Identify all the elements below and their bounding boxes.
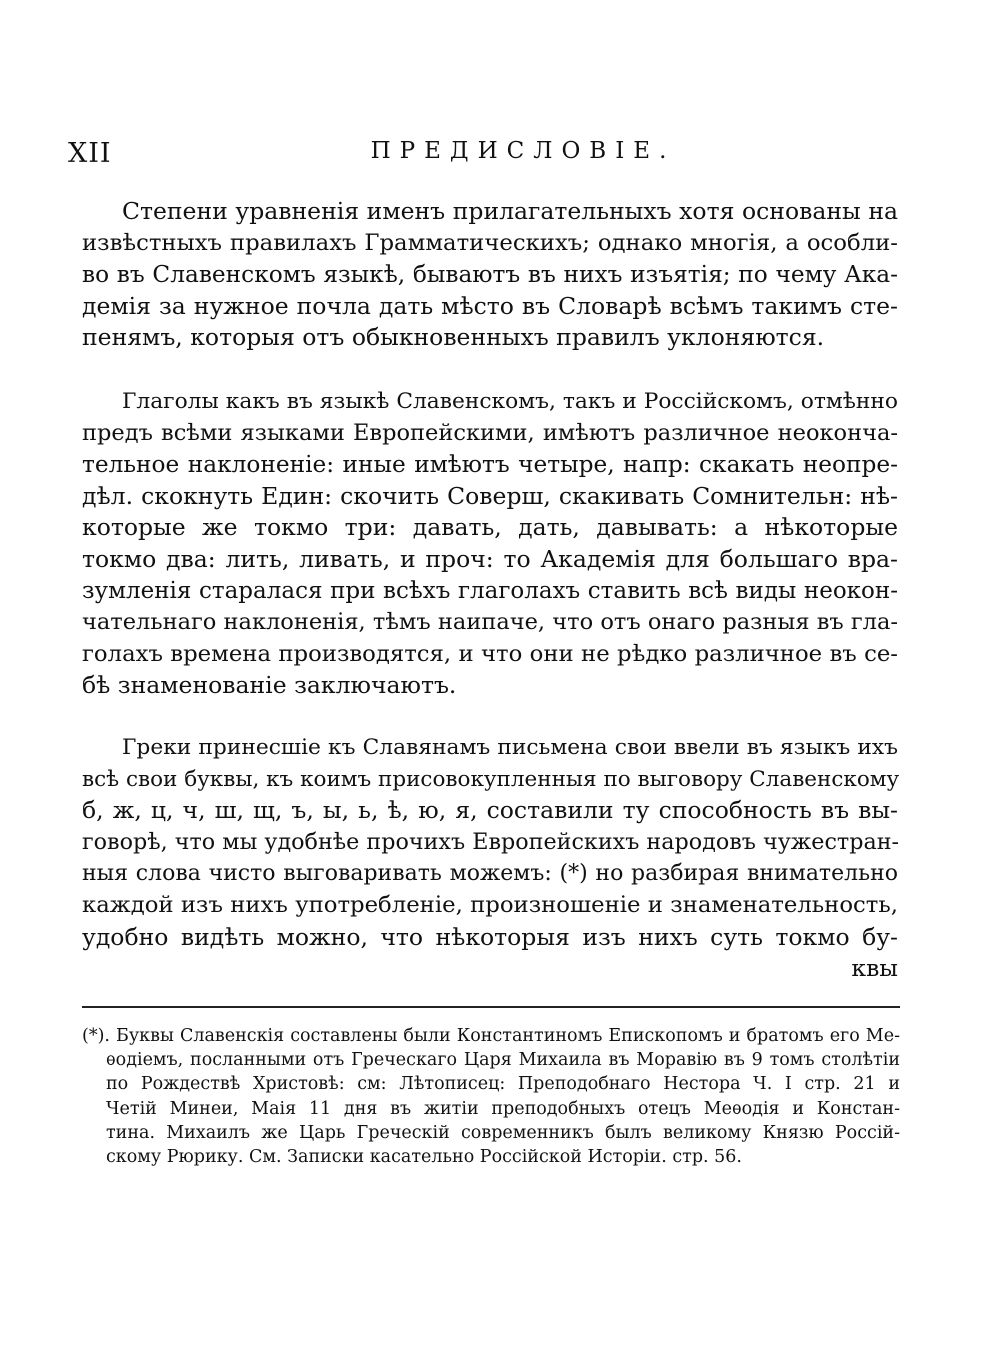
text-line: удобно видѣть можно, что нѣкоторыя изъ нихъ суть токмо бу- bbox=[82, 922, 898, 951]
text-line: чательнаго наклоненія, тѣмъ наипаче, что отъ онаго разныя въ гла- bbox=[82, 609, 898, 636]
footnote bbox=[82, 1024, 900, 1169]
footnote-line: (*). Буквы Славенскія составлены были Константиномъ Епископомъ и братомъ его Ме- bbox=[82, 1026, 900, 1046]
text-line: Греки принесшіе къ Славянамъ письмена свои ввели въ языкъ ихъ bbox=[122, 735, 898, 760]
text-line: зумленія старалася при всѣхъ глаголахъ ставить всѣ виды неокон- bbox=[82, 577, 898, 604]
text-line: голахъ времена производятся, и что они не рѣдко различное въ се- bbox=[82, 640, 898, 667]
footnote-line: тина. Михаилъ же Царь Греческій современникъ былъ великому Князю Россій- bbox=[106, 1122, 900, 1143]
text-line: всѣ свои буквы, къ коимъ присовокупленныя по выговору Славенскому bbox=[82, 766, 900, 792]
footnote-line: ѳодіемъ, посланными отъ Греческаго Царя Михаила въ Моравію въ 9 томъ столѣтіи bbox=[106, 1050, 900, 1071]
running-title: ПРЕДИСЛОВІЕ. bbox=[370, 138, 676, 164]
footnote-divider bbox=[82, 1006, 900, 1008]
text-line: токмо два: лить, ливать, и проч: то Академія для большаго вра- bbox=[82, 544, 898, 573]
text-line: Глаголы какъ въ языкѣ Славенскомъ, такъ и Россійскомъ, отмѣнно bbox=[122, 389, 898, 414]
text-line: тельное наклоненіе: иные имѣютъ четыре, напр: скакать неопре- bbox=[82, 451, 898, 479]
text-line: предъ всѣми языками Европейскими, имѣютъ различное неоконча- bbox=[82, 419, 898, 446]
text-line: пенямъ, которыя отъ обыкновенныхъ правилъ уклоняются. bbox=[82, 323, 825, 352]
footnote-line: скому Рюрику. См. Записки касательно Россійской Исторіи. стр. 56. bbox=[106, 1147, 742, 1168]
footnote-line: по Рождествѣ Христовѣ: см: Лѣтописец: Преподобнаго Нестора Ч. I стр. 21 и bbox=[106, 1074, 900, 1095]
footnote-line: Четій Минеи, Маія 11 дня въ житіи преподобныхъ отецъ Меѳодія и Констан- bbox=[106, 1098, 900, 1119]
paragraph-comparison-degrees bbox=[82, 196, 898, 354]
text-line: демія за нужное почла дать мѣсто въ Словарѣ всѣмъ такимъ сте- bbox=[82, 291, 898, 320]
text-line: во въ Славенскомъ языкѣ, бываютъ въ нихъ изъятія; по чему Ака- bbox=[82, 261, 898, 289]
paragraph-verbs bbox=[82, 386, 898, 702]
text-line: б, ж, ц, ч, ш, щ, ъ, ы, ь, ѣ, ю, я, составили ту способность въ вы- bbox=[82, 796, 898, 825]
page-header bbox=[68, 138, 898, 174]
text-line: каждой изъ нихъ употребленіе, произношеніе и знаменательность, bbox=[82, 891, 898, 918]
text-line: говорѣ, что мы удобнѣе прочихъ Европейскихъ народовъ чужестран- bbox=[82, 828, 900, 855]
page-number: XII bbox=[68, 138, 112, 169]
text-line: Степени уравненія именъ прилагательныхъ хотя основаны на bbox=[122, 197, 898, 225]
text-line: извѣстныхъ правилахъ Грамматическихъ; однако многія, а особли- bbox=[82, 229, 898, 256]
text-line: бѣ знаменованіе заключаютъ. bbox=[82, 671, 457, 700]
catchword: квы bbox=[851, 954, 898, 983]
text-line: ныя слова чисто выговаривать можемъ: (*) но разбирая внимательно bbox=[82, 861, 898, 887]
paragraph-greek-letters bbox=[82, 732, 898, 985]
text-line: дѣл. скокнуть Един: скочить Соверш, скакивать Сомнительн: нѣ- bbox=[82, 481, 898, 510]
text-line: которые же токмо три: давать, дать, давывать: а нѣкоторые bbox=[82, 513, 898, 542]
